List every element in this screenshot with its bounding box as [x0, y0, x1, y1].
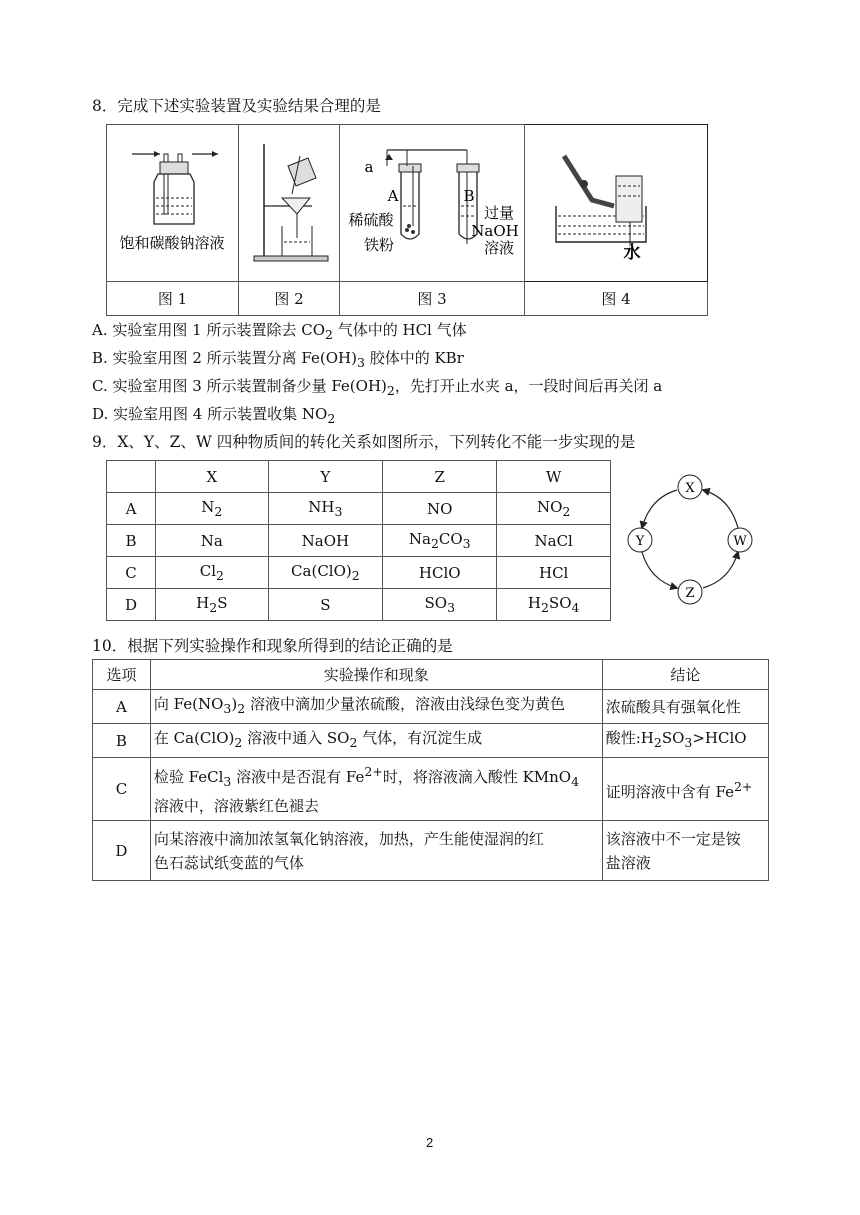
question-10-title: 10．根据下列实验操作和现象所得到的结论正确的是	[92, 637, 453, 655]
question-8-title: 8．完成下述实验装置及实验结果合理的是	[92, 97, 381, 115]
q10-table	[92, 659, 769, 881]
node-x-label: X	[685, 481, 695, 496]
table-row: B Na NaOH $Na_2CO_3$ NaCl	[107, 525, 611, 557]
fig3-acid-label: 稀硫酸	[348, 211, 394, 229]
header-w: W	[497, 461, 611, 493]
node-w-label: W	[733, 534, 747, 549]
header-z: Z	[383, 461, 497, 493]
header-option: 选项	[93, 660, 151, 690]
figure-4-cell	[525, 125, 708, 282]
q8-option-c: C. 实验室用图 3 所示装置制备少量 $Fe(OH)_2$，先打开止水夹 a，一段时间后再关闭 a	[92, 377, 663, 398]
fig3-clamp-a: a	[364, 158, 374, 176]
fig4-caption: 图 4	[525, 282, 708, 316]
gas-wash-bottle-diagram	[108, 126, 237, 276]
filtration-diagram	[240, 126, 338, 276]
table-row: A 向 $Fe(NO_3)_2$ 溶液中滴加少量浓硫酸，溶液由浅绿色变为黄色 浓硫酸具有强氧化性	[93, 690, 769, 724]
fig3-naoh-label: NaOH	[471, 222, 519, 240]
fig4-water-label: 水	[623, 243, 641, 263]
fig3-iron-label: 铁粉	[363, 236, 395, 254]
table-row: A $N_2$ $NH_3$ NO $NO_2$	[107, 493, 611, 525]
fig3-excess-label: 过量	[483, 204, 515, 222]
gas-collection-diagram	[526, 126, 706, 276]
figure-3-cell	[340, 125, 525, 282]
header-operation: 实验操作和现象	[150, 660, 602, 690]
fig3-label-A: A	[387, 187, 399, 205]
node-y-label: Y	[635, 534, 645, 549]
fig1-caption: 图 1	[107, 282, 239, 316]
figure-2-cell	[239, 125, 340, 282]
figure-1-cell	[107, 125, 239, 282]
q8-option-a: A. 实验室用图 1 所示装置除去 $CO_2$ 气体中的 HCl 气体	[92, 321, 467, 342]
header-conclusion: 结论	[602, 660, 768, 690]
header-x: X	[156, 461, 269, 493]
table-row: C $Cl_2$ $Ca(ClO)_2$ HClO HCl	[107, 557, 611, 589]
fig3-caption: 图 3	[340, 282, 525, 316]
table-row: D 向某溶液中滴加浓氢氧化钠溶液，加热，产生能使湿润的红 色石蕊试纸变蓝的气体 该溶液中不一定是铵 盐溶液	[93, 821, 769, 881]
fig2-caption: 图 2	[239, 282, 340, 316]
fe-oh2-preparation-diagram	[341, 126, 523, 276]
q8-option-b: B. 实验室用图 2 所示装置分离 $Fe(OH)_3$ 胶体中的 KBr	[92, 349, 464, 370]
fig3-label-B: B	[463, 187, 475, 205]
apparatus-figures	[106, 124, 708, 316]
question-9-title: 9．X、Y、Z、W 四种物质间的转化关系如图所示，下列转化不能一步实现的是	[92, 433, 636, 451]
node-z-label: Z	[685, 586, 695, 601]
q8-option-d: D. 实验室用图 4 所示装置收集 $NO_2$	[92, 405, 336, 426]
table-row: C 检验 FeCl$_3$ 溶液中是否混有 $Fe^{2+}$时，将溶液滴入酸性 KMnO$_4$ 溶液中，溶液紫红色褪去 证明溶液中含有 $Fe^{2+}$	[93, 758, 769, 821]
fig3-solution-label: 溶液	[483, 239, 515, 257]
conversion-cycle-diagram	[620, 470, 770, 610]
table-row: D $H_2S$ S $SO_3$ $H_2SO_4$	[107, 589, 611, 621]
page-number: 2	[426, 1135, 434, 1150]
table-row: B 在 $Ca(ClO)_2$ 溶液中通入 $SO_2$ 气体，有沉淀生成 酸性$:H_2SO_3>HClO$	[93, 724, 769, 758]
header-y: Y	[268, 461, 383, 493]
q9-table	[106, 460, 611, 621]
fig1-label: 饱和碳酸钠溶液	[119, 234, 225, 252]
